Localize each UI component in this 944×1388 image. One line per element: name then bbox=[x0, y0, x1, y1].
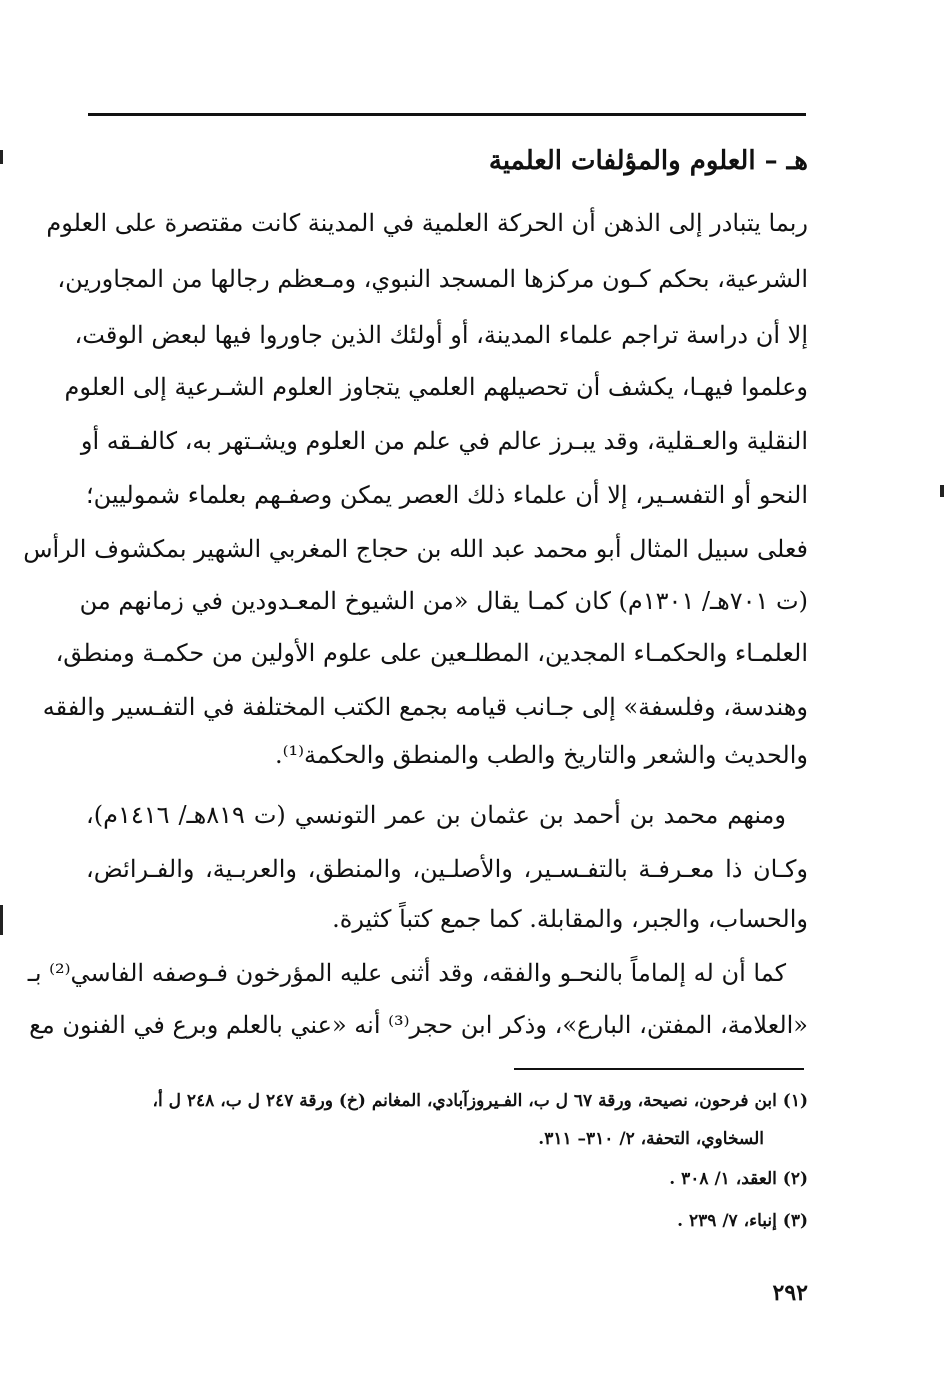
body-line: والحديث والشعر والتاريخ والطب والمنطق والحكمة⁽¹⁾. bbox=[274, 741, 808, 769]
body-line: وعلموا فيهـا، يكشف أن تحصيلهم العلمي يتجاوز العلوم الشـرعية إلى العلوم bbox=[64, 373, 808, 401]
header-rule bbox=[88, 113, 806, 116]
body-line: النقلية والعـقلية، وقد يبـرز عالم في علم من العلوم ويشـتهر به، كالفـقه أو bbox=[80, 427, 808, 455]
body-line: فعلى سبيل المثال أبو محمد عبد الله بن حجاج المغربي الشهير بمكشوف الرأس bbox=[23, 535, 808, 563]
body-line: ومنهم محمد بن أحمد بن عثمان بن عمر التونسي (ت ٨١٩هـ/ ١٤١٦م)، bbox=[86, 801, 787, 829]
scan-edge-mark bbox=[0, 150, 3, 164]
body-line: وهندسة، وفلسفة» إلى جـانب قيامه بجمع الكتب المختلفة في التفـسير والفقه bbox=[42, 693, 808, 721]
body-line: العلمـاء والحكمـاء المجدين، المطلـعين على علوم الأولين من حكمـة ومنطق، bbox=[55, 639, 808, 667]
page-number: ٢٩٢ bbox=[772, 1280, 808, 1306]
body-line: (ت ٧٠١هـ/ ١٣٠١م) كان كمـا يقال «من الشيوخ المعـدودين في زمانهم من bbox=[79, 587, 808, 615]
body-line: إلا أن دراسة تراجم علماء المدينة، أو أولئك الذين جاوروا فيها لبعض الوقت، bbox=[74, 321, 808, 349]
body-line: «العلامة، المفتن، البارع»، وذكر ابن حجر⁽³⁾ أنه «عني بالعلم وبرع في الفنون مع bbox=[29, 1011, 808, 1039]
body-line: النحو أو التفسـير، إلا أن علماء ذلك العصر يمكن وصفـهم بعلماء شموليين؛ bbox=[86, 481, 808, 509]
scan-edge-mark bbox=[940, 485, 944, 497]
footnote: (٣) إنباء، ٧/ ٢٣٩ . bbox=[677, 1211, 808, 1231]
body-line: الشرعية، بحكم كـون مركزها المسجد النبوي، ومـعظم رجالها من المجاورين، bbox=[57, 265, 808, 293]
section-heading: هـ – العلوم والمؤلفات العلمية bbox=[488, 146, 808, 176]
body-line: وكـان ذا معـرفـة بالتفـسـير، والأصلـين، والمنطق، والعربـية، والفـرائض، bbox=[86, 855, 808, 883]
footnote: السخاوي، التحفة، ٢/ ٣١٠– ٣١١. bbox=[538, 1129, 764, 1149]
body-line: ربما يتبادر إلى الذهن أن الحركة العلمية في المدينة كانت مقتصرة على العلوم bbox=[46, 209, 808, 237]
footnote-rule bbox=[514, 1068, 804, 1070]
scan-edge-mark bbox=[0, 905, 3, 935]
footnote: (٢) العقد، ١/ ٣٠٨ . bbox=[669, 1169, 808, 1189]
footnote: (١) ابن فرحون، نصيحة، ورقة ٦٧ ل ب، الفـيروزآبادي، المغانم (خ) ورقة ٢٤٧ ل ب، ٢٤٨ ل أ، bbox=[152, 1091, 808, 1111]
body-line: كما أن له إلماماً بالنحـو والفقه، وقد أثنى عليه المؤرخون فـوصفه الفاسي⁽²⁾ بـ bbox=[27, 959, 786, 987]
body-line: والحساب، والجبر، والمقابلة. كما جمع كتباً كثيرة. bbox=[332, 905, 808, 933]
